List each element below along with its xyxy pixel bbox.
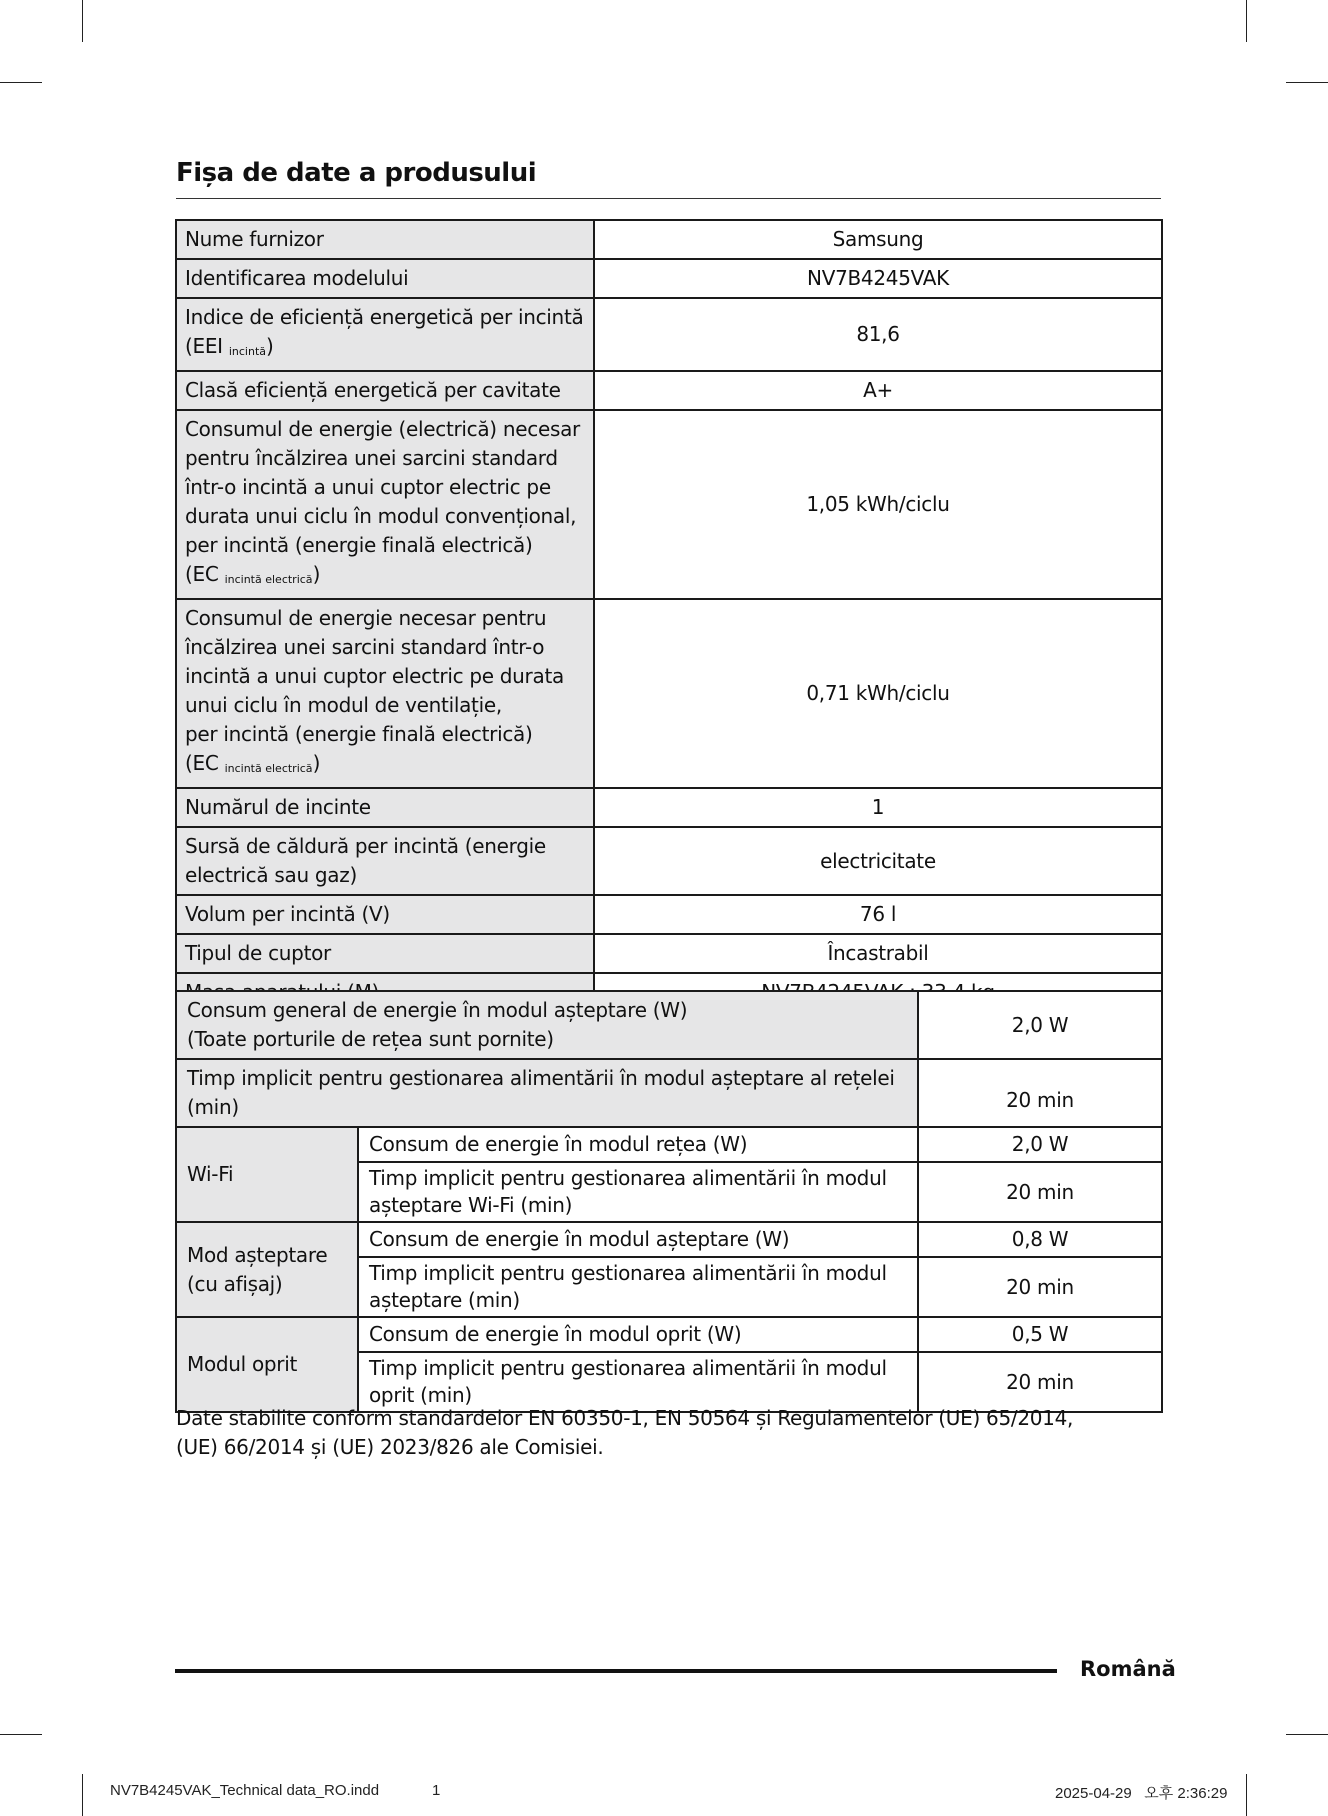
row-label (176, 371, 594, 410)
table-row (176, 371, 1162, 410)
row-value: Samsung (594, 220, 1162, 259)
footnote (176, 1404, 1166, 1462)
row-label (176, 895, 594, 934)
row-value: 0,5 W (918, 1317, 1162, 1352)
row-value: 0,8 W (918, 1222, 1162, 1257)
footnote-line: (UE) 66/2014 și (UE) 2023/826 ale Comisiei. (176, 1435, 604, 1459)
label-close: ) (312, 562, 321, 586)
label-line: Timp implicit pentru gestionarea alimentării în modul (369, 1356, 887, 1380)
label-line: Tipul de cuptor (185, 941, 331, 965)
row-value: Încastrabil (594, 934, 1162, 973)
label-line: per incintă (energie finală electrică) (185, 722, 533, 746)
row-label (358, 1257, 918, 1317)
crop-mark (1246, 0, 1247, 42)
row-label (176, 991, 918, 1059)
label-line: Clasă eficiență energetică per cavitate (185, 378, 561, 402)
row-label (176, 788, 594, 827)
label-line: încălzirea unei sarcini standard într-o (185, 635, 545, 659)
label-line: Consum de energie în modul rețea (W) (369, 1132, 748, 1156)
row-label (358, 1127, 918, 1162)
label-line: Volum per incintă (V) (185, 902, 390, 926)
row-label (358, 1352, 918, 1412)
label-line: Indice de eficiență energetică per incintă (185, 305, 584, 329)
row-value: A+ (594, 371, 1162, 410)
standby-power-table (175, 990, 1163, 1413)
label-line: per incintă (energie finală electrică) (185, 533, 533, 557)
crop-mark (82, 1774, 83, 1816)
label-line (185, 332, 585, 366)
crop-mark (0, 82, 42, 83)
table-row (176, 410, 1162, 599)
footnote-line: Date stabilite conform standardelor EN 60350-1, EN 50564 și Regulamentelor (UE) 65/2014, (176, 1406, 1074, 1430)
label-line: Timp implicit pentru gestionarea alimentării în modul (369, 1166, 887, 1190)
row-value: 1 (594, 788, 1162, 827)
row-value: 2,0 W (918, 991, 1162, 1059)
label-close: ) (312, 751, 321, 775)
label-subscript: incintă (228, 345, 267, 358)
label-line: Consum de energie în modul așteptare (W) (369, 1227, 790, 1251)
label-line: pentru încălzirea unei sarcini standard (185, 446, 558, 470)
table-row (176, 599, 1162, 788)
title-divider (176, 198, 1161, 199)
row-label (358, 1222, 918, 1257)
table-row (176, 298, 1162, 371)
row-value: 0,71 kWh/ciclu (594, 599, 1162, 788)
label-line: durata unui ciclu în modul convențional, (185, 504, 577, 528)
row-label (358, 1317, 918, 1352)
label-line: oprit (min) (369, 1383, 472, 1407)
label-line: Timp implicit pentru gestionarea alimentării în modul așteptare al rețelei (187, 1066, 895, 1090)
table-row (176, 827, 1162, 895)
slug-filename: NV7B4245VAK_Technical data_RO.indd (110, 1782, 380, 1799)
row-value: 20 min (918, 1352, 1162, 1412)
label-line: Wi-Fi (187, 1162, 234, 1186)
page-title: Fișa de date a produsului (176, 158, 537, 188)
row-value: 1,05 kWh/ciclu (594, 410, 1162, 599)
row-label (176, 220, 594, 259)
label-close: ) (266, 334, 274, 358)
group-label (176, 1222, 358, 1317)
label-abbr: (EC (185, 751, 219, 775)
row-label (176, 827, 594, 895)
label-line: Numărul de incinte (185, 795, 371, 819)
label-line: Consumul de energie necesar pentru (185, 606, 547, 630)
row-value: electricitate (594, 827, 1162, 895)
group-label (176, 1317, 358, 1412)
label-line: așteptare Wi-Fi (min) (369, 1193, 573, 1217)
label-line: Sursă de căldură per incintă (energie (185, 834, 546, 858)
crop-mark (1286, 1734, 1328, 1735)
label-line: Nume furnizor (185, 227, 324, 251)
table-row (176, 934, 1162, 973)
label-line: Modul oprit (187, 1352, 298, 1376)
row-value: NV7B4245VAK (594, 259, 1162, 298)
label-line: Consum general de energie în modul așteptare (W) (187, 998, 688, 1022)
table-row (176, 259, 1162, 298)
row-value: 81,6 (594, 298, 1162, 371)
table-row (176, 1127, 1162, 1162)
label-subscript: incintă electrică (224, 573, 313, 586)
row-label (176, 1059, 918, 1127)
label-line: Consum de energie în modul oprit (W) (369, 1322, 742, 1346)
row-value: 76 l (594, 895, 1162, 934)
slug-page-number: 1 (432, 1782, 441, 1799)
row-label (176, 259, 594, 298)
footer-divider (175, 1669, 1057, 1673)
label-line: (cu afișaj) (187, 1271, 283, 1296)
row-label (176, 599, 594, 788)
label-subscript: incintă electrică (224, 762, 313, 775)
label-line: într-o incintă a unui cuptor electric pe (185, 475, 551, 499)
row-value: 20 min (918, 1257, 1162, 1317)
label-line: Timp implicit pentru gestionarea alimentării în modul (369, 1261, 887, 1285)
footer-language: Română (1080, 1657, 1176, 1681)
row-label (176, 410, 594, 599)
label-line: (min) (187, 1095, 239, 1119)
table-row (176, 220, 1162, 259)
label-line (185, 749, 585, 783)
slug-timestamp: 2025-04-29 오후 2:36:29 (1055, 1785, 1228, 1802)
label-abbr: (EEI (185, 334, 223, 358)
label-line: Consumul de energie (electrică) necesar (185, 417, 580, 441)
label-line: Identificarea modelului (185, 266, 409, 290)
table-row (176, 1317, 1162, 1352)
row-value: 20 min (918, 1162, 1162, 1222)
crop-mark (1286, 82, 1328, 83)
label-line (185, 560, 585, 594)
crop-mark (0, 1734, 42, 1735)
label-line: electrică sau gaz) (185, 863, 357, 887)
table-row (176, 788, 1162, 827)
label-line: (Toate porturile de rețea sunt pornite) (187, 1027, 554, 1051)
label-line: Mod așteptare (187, 1242, 328, 1267)
crop-mark (82, 0, 83, 42)
row-label (176, 934, 594, 973)
row-value: 20 min (918, 1059, 1162, 1127)
row-label (176, 298, 594, 371)
table-row (176, 1222, 1162, 1257)
table-row (176, 991, 1162, 1059)
table-row (176, 895, 1162, 934)
label-line: incintă a unui cuptor electric pe durata (185, 664, 564, 688)
crop-mark (1246, 1774, 1247, 1816)
row-label (358, 1162, 918, 1222)
table-row (176, 1059, 1162, 1127)
product-data-table (175, 219, 1163, 1013)
label-line: unui ciclu în modul de ventilație, (185, 693, 502, 717)
group-label (176, 1127, 358, 1222)
label-line: așteptare (min) (369, 1288, 520, 1312)
row-value: 2,0 W (918, 1127, 1162, 1162)
label-abbr: (EC (185, 562, 219, 586)
